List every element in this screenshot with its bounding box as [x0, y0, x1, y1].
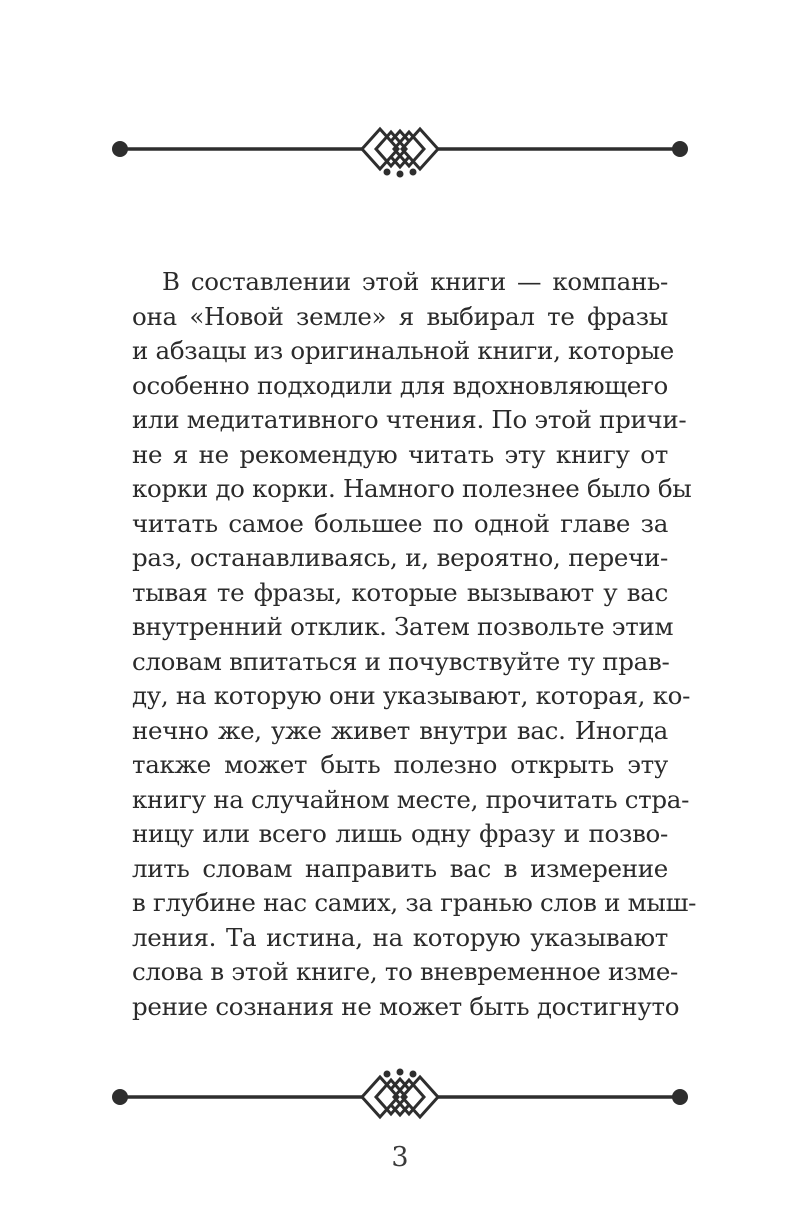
text-line: нечно же, уже живет внутри вас. Иногда	[132, 715, 668, 745]
text-line: ления. Та истина, на которую указывают	[132, 922, 668, 952]
text-line: или медитативного чтения. По этой причи-	[132, 405, 687, 434]
diamond-knot-divider-icon	[0, 1057, 800, 1137]
text-line: словам впитаться и почувствуйте ту прав-	[132, 646, 670, 676]
text-line: она «Новой земле» я выбирал те фразы	[132, 301, 668, 331]
text-line: особенно подходили для вдохновляющего	[132, 370, 668, 400]
text-line: книгу на случайном месте, прочитать стра-	[132, 784, 690, 814]
text-line: тывая те фразы, которые вызывают у вас	[132, 577, 668, 607]
text-line: В составлении этой книги — компань-	[162, 267, 668, 296]
diamond-knot-divider-icon	[0, 110, 800, 190]
text-line: раз, останавливаясь, и, вероятно, перечи-	[132, 543, 668, 572]
text-line: также может быть полезно открыть эту	[132, 750, 668, 779]
body-paragraph	[132, 265, 697, 1024]
text-line: внутренний отклик. Затем позвольте этим	[132, 612, 674, 641]
text-line: читать самое большее по одной главе за	[132, 508, 668, 538]
text-line: в глубине нас самих, за гранью слов и мыш-	[132, 888, 697, 917]
text-line: лить словам направить вас в измерение	[132, 853, 668, 883]
text-line: корки до корки. Намного полезнее было бы	[132, 474, 692, 503]
top-ornament-divider	[0, 110, 800, 190]
text-line: слова в этой книге, то вневременное изме-	[132, 957, 678, 986]
text-line: ду, на которую они указывают, которая, ко-	[132, 681, 691, 710]
text-line: не я не рекомендую читать эту книгу от	[132, 439, 668, 469]
text-line: и абзацы из оригинальной книги, которые	[132, 336, 674, 365]
text-line: ницу или всего лишь одну фразу и позво-	[132, 819, 668, 848]
text-line: рение сознания не может быть достигнуто	[132, 991, 680, 1021]
page-number: 3	[391, 1142, 409, 1173]
bottom-ornament-divider	[0, 1057, 800, 1137]
